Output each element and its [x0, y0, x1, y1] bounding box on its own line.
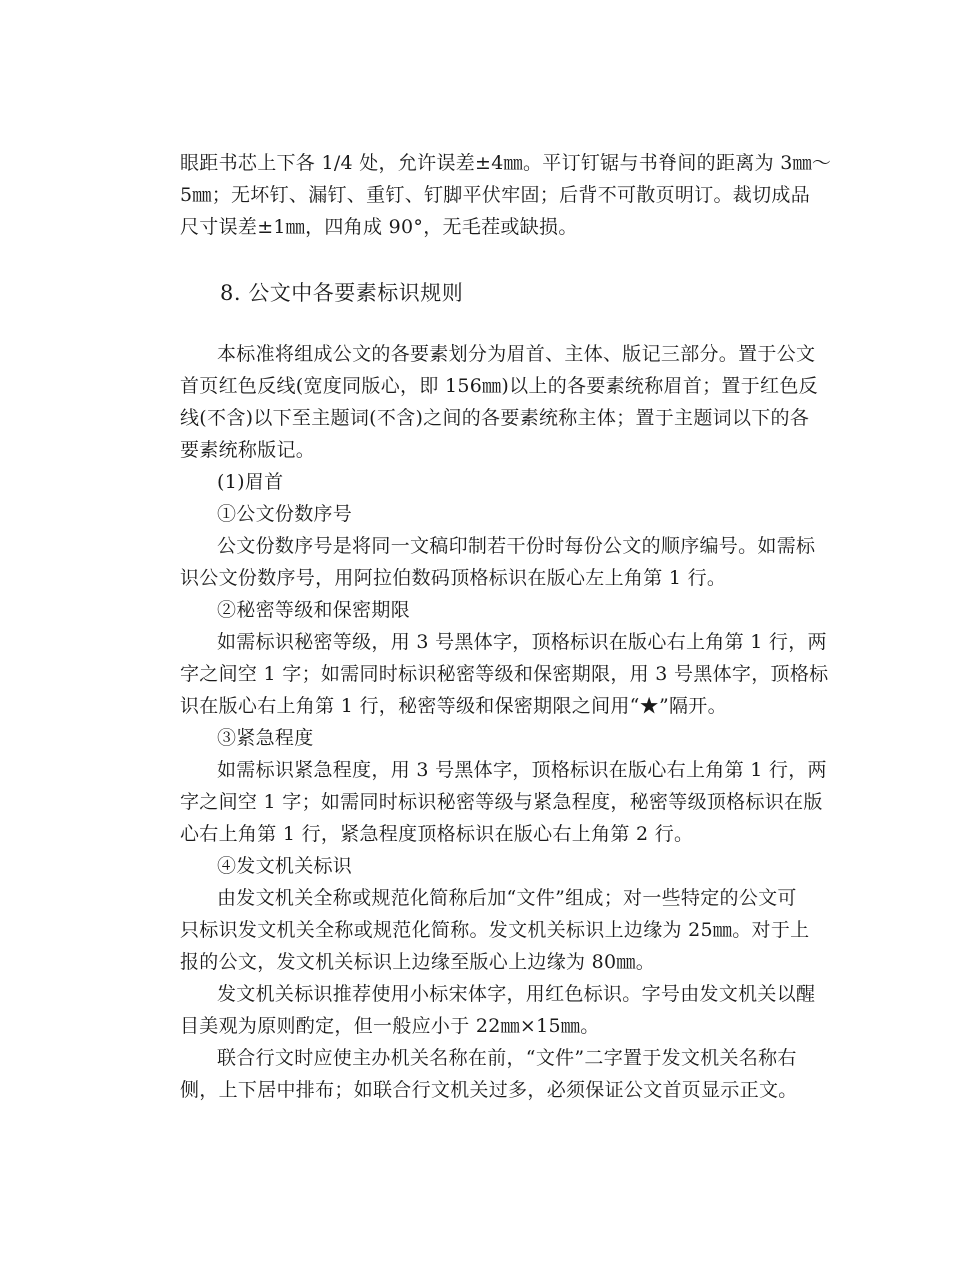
paragraph-line: 线(不含)以下至主题词(不含)之间的各要素统称主体；置于主题词以下的各	[180, 407, 810, 429]
paragraph-line: 识在版心右上角第 1 行，秘密等级和保密期限之间用“★”隔开。	[180, 695, 727, 717]
paragraph-line: 本标准将组成公文的各要素划分为眉首、主体、版记三部分。置于公文	[217, 343, 816, 365]
subheading: (1)眉首	[217, 471, 284, 493]
text-line: 眼距书芯上下各 1/4 处，允许误差±4㎜。平订钉锯与书脊间的距离为 3㎜～	[180, 152, 832, 174]
text-line: 尺寸误差±1㎜，四角成 90°，无毛茬或缺损。	[180, 216, 578, 238]
paragraph-line: 只标识发文机关全称或规范化简称。发文机关标识上边缘为 25㎜。对于上	[180, 919, 810, 941]
paragraph-line: 要素统称版记。	[180, 439, 316, 461]
paragraph-line: 如需标识秘密等级，用 3 号黑体字，顶格标识在版心右上角第 1 行，两	[217, 631, 827, 653]
paragraph-line: 字之间空 1 字；如需同时标识秘密等级与紧急程度，秘密等级顶格标识在版	[180, 791, 823, 813]
paragraph-line: 联合行文时应使主办机关名称在前，“文件”二字置于发文机关名称右	[217, 1047, 797, 1069]
paragraph-line: 字之间空 1 字；如需同时标识秘密等级和保密期限，用 3 号黑体字，顶格标	[180, 663, 829, 685]
paragraph-line: 目美观为原则酌定，但一般应小于 22㎜×15㎜。	[180, 1015, 600, 1037]
paragraph-line: 心右上角第 1 行，紧急程度顶格标识在版心右上角第 2 行。	[180, 823, 694, 845]
paragraph-line: 首页红色反线(宽度同版心，即 156㎜)以上的各要素统称眉首；置于红色反	[180, 375, 818, 397]
paragraph-line: 侧，上下居中排布；如联合行文机关过多，必须保证公文首页显示正文。	[180, 1079, 798, 1101]
subheading: ②秘密等级和保密期限	[217, 599, 411, 621]
paragraph-line: 由发文机关全称或规范化简称后加“文件”组成；对一些特定的公文可	[217, 887, 797, 909]
subheading: ④发文机关标识	[217, 855, 353, 877]
paragraph-line: 如需标识紧急程度，用 3 号黑体字，顶格标识在版心右上角第 1 行，两	[217, 759, 827, 781]
paragraph-line: 识公文份数序号，用阿拉伯数码顶格标识在版心左上角第 1 行。	[180, 567, 727, 589]
paragraph-line: 发文机关标识推荐使用小标宋体字，用红色标识。字号由发文机关以醒	[217, 983, 816, 1005]
subheading: ③紧急程度	[217, 727, 314, 749]
subheading: ①公文份数序号	[217, 503, 353, 525]
section-heading: 8. 公文中各要素标识规则	[220, 281, 464, 305]
text-line: 5㎜；无坏钉、漏钉、重钉、钉脚平伏牢固；后背不可散页明订。裁切成品	[180, 184, 810, 206]
paragraph-line: 公文份数序号是将同一文稿印制若干份时每份公文的顺序编号。如需标	[217, 535, 816, 557]
paragraph-line: 报的公文，发文机关标识上边缘至版心上边缘为 80㎜。	[180, 951, 656, 973]
